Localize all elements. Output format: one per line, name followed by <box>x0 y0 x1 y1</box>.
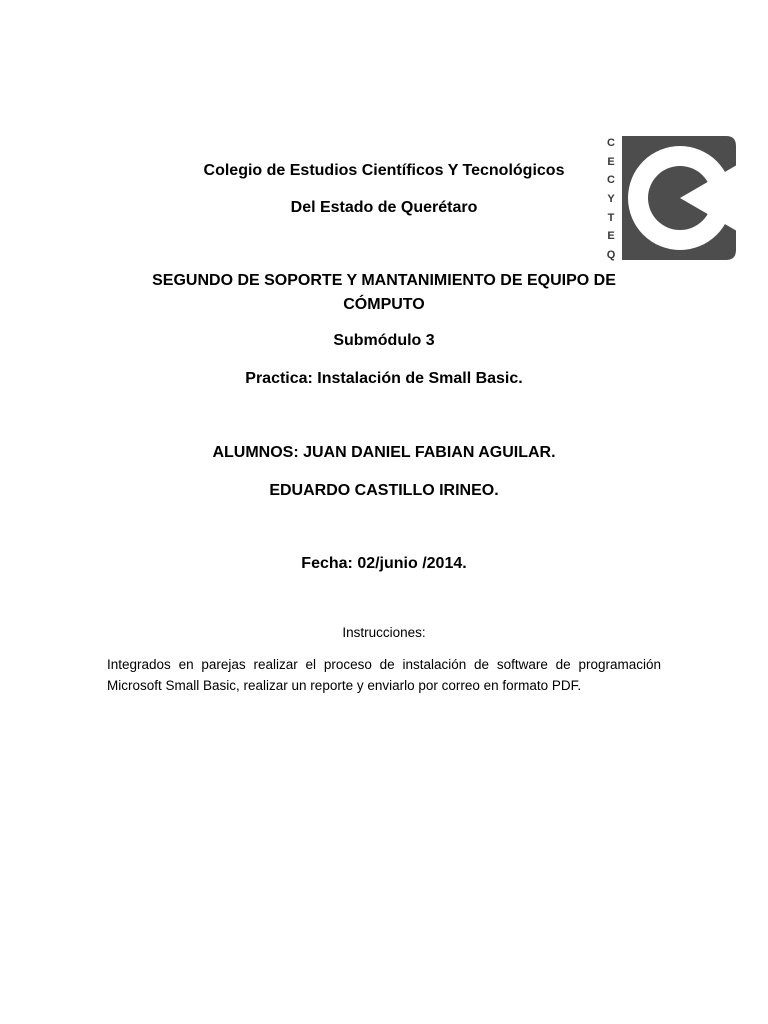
school-name-line1: Colegio de Estudios Científicos Y Tecnológicos <box>203 162 565 179</box>
logo-letter: C <box>607 137 615 149</box>
students-line2: EDUARDO CASTILLO IRINEO. <box>269 482 499 499</box>
date-label: Fecha: 02/junio /2014. <box>301 555 467 572</box>
instructions-title: Instrucciones: <box>342 625 426 640</box>
course-title: SEGUNDO DE SOPORTE Y MANTANIMIENTO DE EQUIPO DE CÓMPUTO <box>152 272 616 313</box>
logo-letter: T <box>607 211 615 224</box>
logo-letter: E <box>607 155 615 168</box>
logo-letter: C <box>607 174 615 187</box>
students-line1: ALUMNOS: JUAN DANIEL FABIAN AGUILAR. <box>212 444 556 461</box>
submodule-label: Submódulo 3 <box>333 332 435 349</box>
logo-letter: E <box>607 230 615 243</box>
school-name-line2: Del Estado de Querétaro <box>290 199 478 216</box>
practice-title: Practica: Instalación de Small Basic. <box>245 370 523 387</box>
logo-letter: Y <box>607 192 615 205</box>
logo-letter: Q <box>606 248 616 261</box>
instructions-body: Integrados en parejas realizar el proceso de instalación de software de programación Microsoft Small Basic, realizar un reporte y enviarlo por correo en formato PDF. <box>107 657 661 693</box>
